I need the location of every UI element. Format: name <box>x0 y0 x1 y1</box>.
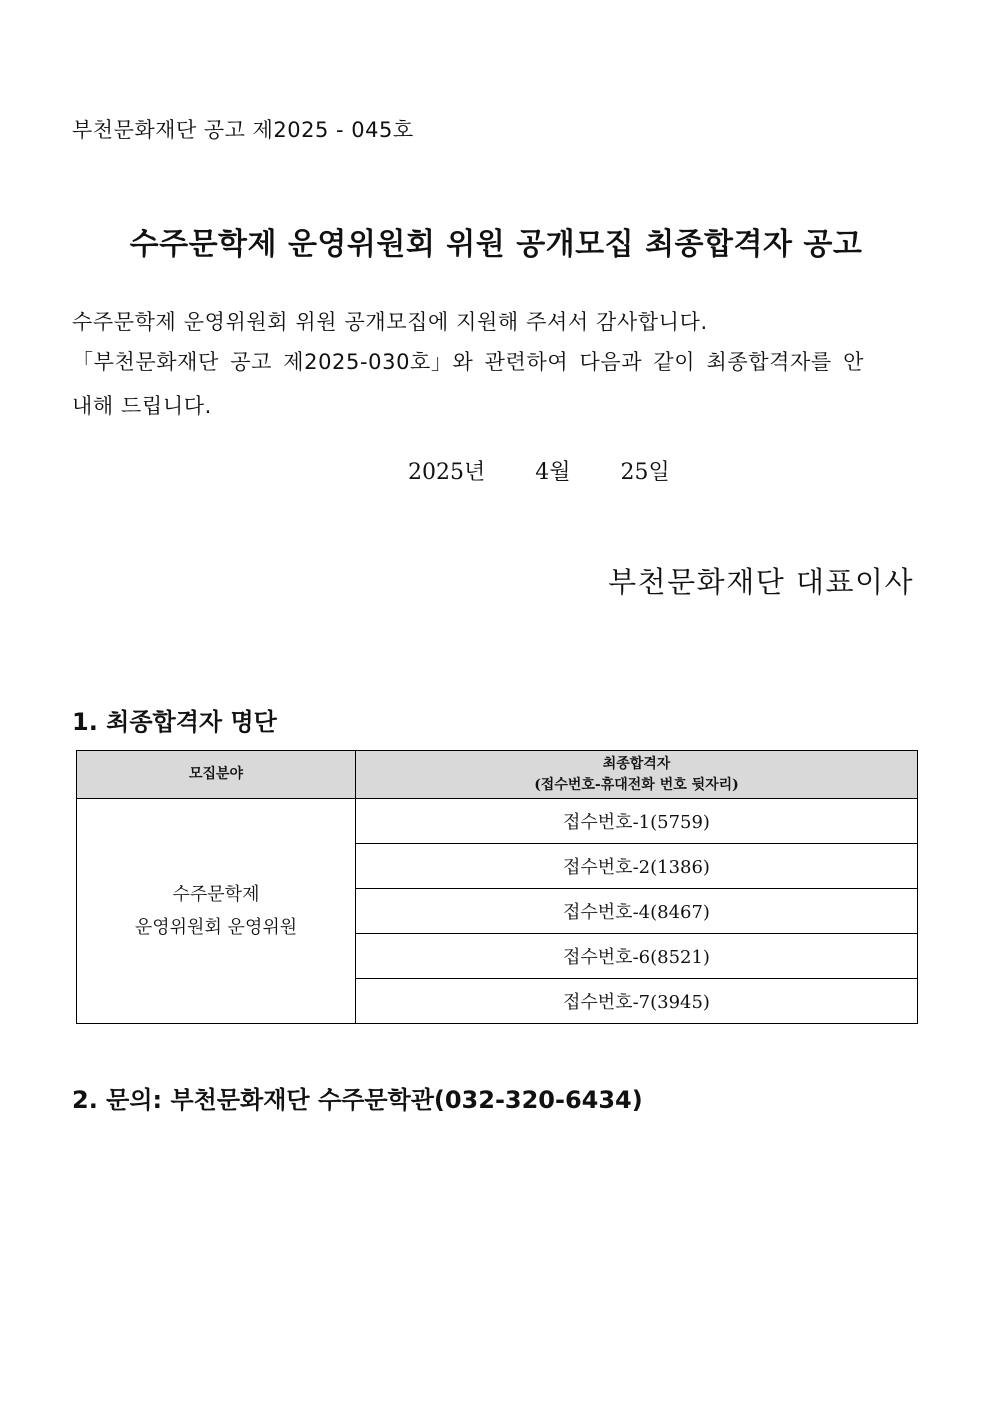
result-table <box>76 750 918 1024</box>
date-month: 4월 <box>535 460 571 485</box>
table-header-row <box>77 751 918 799</box>
section-2-heading: 2. 문의: 부천문화재단 수주문학관(032-320-6434) <box>72 1086 643 1114</box>
header-result-line1: 최종합격자 <box>602 755 671 772</box>
field-line1: 수주문학제 <box>172 884 260 905</box>
section-1-heading: 1. 최종합격자 명단 <box>72 708 277 736</box>
table-row <box>77 799 918 844</box>
result-cell: 접수번호-4(8467) <box>356 889 918 934</box>
notice-date <box>408 455 670 486</box>
result-cell: 접수번호-1(5759) <box>356 799 918 844</box>
result-cell: 접수번호-2(1386) <box>356 844 918 889</box>
result-cell: 접수번호-7(3945) <box>356 979 918 1024</box>
signer: 부천문화재단 대표이사 <box>608 565 914 599</box>
date-day: 25일 <box>620 460 670 485</box>
header-result <box>356 751 918 799</box>
header-result-line2: (접수번호-휴대전화 번호 뒷자리) <box>534 776 739 793</box>
field-line2: 운영위원회 운영위원 <box>134 917 298 938</box>
header-field: 모집분야 <box>77 751 356 799</box>
body-line-3: 내해 드립니다. <box>72 394 212 418</box>
notice-number: 부천문화재단 공고 제2025 - 045호 <box>72 118 414 142</box>
result-cell: 접수번호-6(8521) <box>356 934 918 979</box>
field-cell <box>77 799 356 1024</box>
date-year: 2025년 <box>408 460 486 485</box>
page-title: 수주문학제 운영위원회 위원 공개모집 최종합격자 공고 <box>129 227 863 262</box>
body-line-2: 「부천문화재단 공고 제2025-030호」와 관련하여 다음과 같이 최종합격자를 안 <box>72 350 864 374</box>
body-line-1: 수주문학제 운영위원회 위원 공개모집에 지원해 주셔서 감사합니다. <box>72 310 708 334</box>
